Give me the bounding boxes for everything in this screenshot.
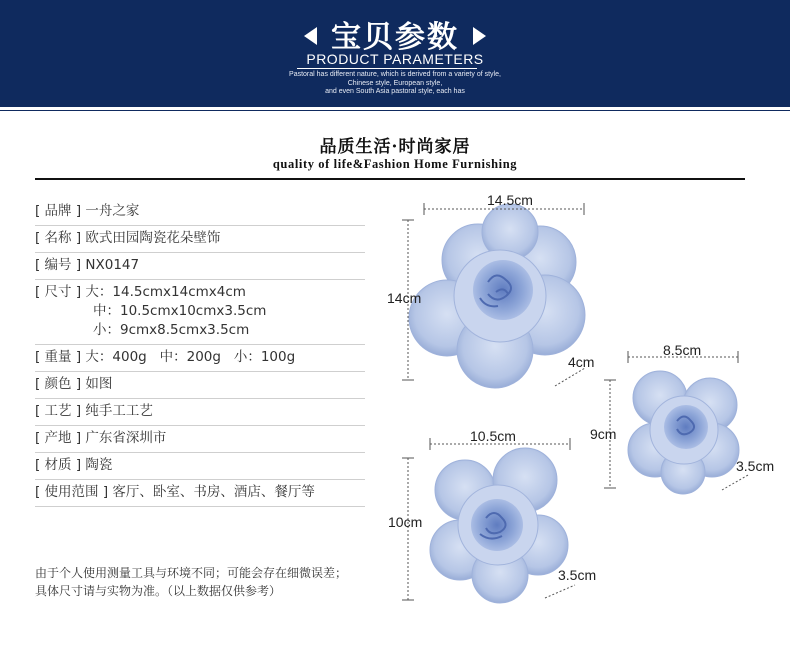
header-title-text: 宝贝参数 [331,20,459,55]
spec-text: [ 重量 ] 大：400g 中：200g 小：100g [35,349,296,365]
large-width-label: 14.5cm [487,192,533,208]
large-height-label: 14cm [387,290,422,306]
small-width-label: 8.5cm [663,342,702,358]
medium-height-label: 10cm [388,514,423,530]
spec-text: [ 工艺 ] 纯手工工艺 [35,403,153,419]
spec-text: [ 使用范围 ] 客厅、卧室、书房、酒店、餐厅等 [35,484,315,500]
spec-text: [ 品牌 ] 一舟之家 [35,203,140,219]
large-flower-image [409,204,585,388]
spec-text: [ 编号 ] NX0147 [35,257,140,273]
header-desc-line: Pastoral has different nature, which is derived from a variety of style, [289,71,501,78]
header-desc-line: Chinese style, European style, [347,79,443,87]
slogan-english: quality of life&Fashion Home Furnishing [272,157,518,171]
small-flower-image [628,371,739,494]
header-subtitle: PRODUCT PARAMETERS [306,51,484,67]
spec-sub-text: 中：10.5cmx10cmx3.5cm [93,303,267,319]
medium-width-label: 10.5cm [470,428,516,444]
spec-text: [ 名称 ] 欧式田园陶瓷花朵壁饰 [35,230,221,246]
slogan-chinese: 品质生活·时尚家居 [319,137,471,157]
spec-text: [ 颜色 ] 如图 [35,376,113,392]
disclaimer-line: 具体尺寸请与实物为准。（以上数据仅供参考） [35,584,282,598]
medium-flower-image [430,448,568,603]
medium-depth-label: 3.5cm [558,567,597,583]
large-depth-label: 4cm [568,354,595,370]
small-height-label: 9cm [590,426,617,442]
spec-text: [ 尺寸 ] 大：14.5cmx14cmx4cm [35,284,246,300]
spec-text: [ 产地 ] 广东省深圳市 [35,430,167,446]
disclaimer-line: 由于个人使用测量工具与环境不同；可能会存在细微误差； [35,566,348,580]
small-depth-label: 3.5cm [736,458,775,474]
header-desc-line: and even South Asia pastoral style, each has [325,88,465,95]
spec-text: [ 材质 ] 陶瓷 [35,457,113,473]
spec-sub-text: 小：9cmx8.5cmx3.5cm [93,322,250,338]
